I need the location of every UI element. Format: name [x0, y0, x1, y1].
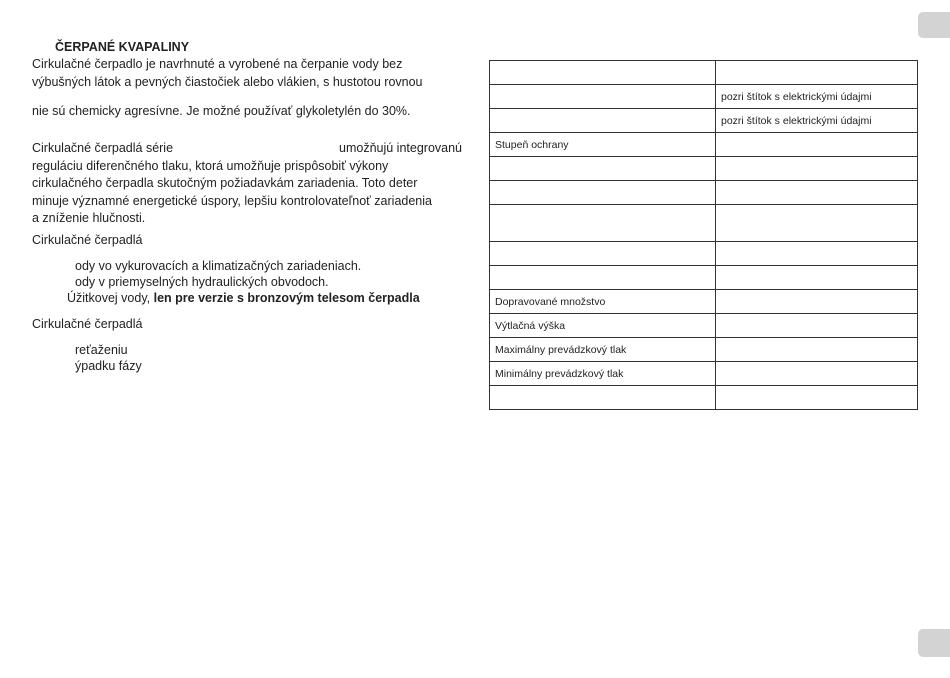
para2-line5: a zníženie hlučnosti.: [32, 211, 146, 225]
table-label: [490, 242, 716, 266]
table-value: [716, 133, 918, 157]
list1-item2: ody v priemyselných hydraulických obvodoch.: [75, 275, 329, 289]
para1-line2: výbušných látok a pevných čiastočiek alebo vlákien, s hustotou rovnou: [32, 74, 423, 89]
para2-line1: [32, 140, 462, 158]
table-row: [490, 266, 918, 290]
table-row: [490, 205, 918, 242]
table-row: [490, 85, 918, 109]
table-label: Výtlačná výška: [490, 314, 716, 338]
list2-item1: reťaženiu: [75, 343, 128, 357]
paragraph-4: Cirkulačné čerpadlá: [32, 317, 143, 331]
list1-item3-bold: len pre verzie s bronzovým telesom čerpadla: [153, 291, 420, 305]
table-row: [490, 109, 918, 133]
table-row: [490, 181, 918, 205]
page-tab-top: [918, 12, 950, 38]
table-value: [716, 338, 918, 362]
table-row: [490, 61, 918, 85]
table-value: [716, 290, 918, 314]
table-label: [490, 205, 716, 242]
spec-table: [489, 60, 918, 410]
paragraph-1: [32, 56, 462, 91]
table-row: [490, 133, 918, 157]
para1-line3: nie sú chemicky agresívne. Je možné používať glykoletylén do 30%.: [32, 104, 411, 118]
para2-part1: Cirkulačné čerpadlá série: [32, 141, 174, 155]
paragraph-2: [32, 140, 462, 228]
table-row: [490, 386, 918, 410]
list1-item3-text: Úžitkovej vody,: [67, 291, 154, 305]
table-row: [490, 242, 918, 266]
table-label: [490, 61, 716, 85]
para1-line1: Cirkulačné čerpadlo je navrhnuté a vyrobené na čerpanie vody bez: [32, 57, 403, 71]
table-row: [490, 157, 918, 181]
table-label: Stupeň ochrany: [490, 133, 716, 157]
table-value: [716, 157, 918, 181]
table-label: [490, 157, 716, 181]
table-value: [716, 314, 918, 338]
list2-item2: ýpadku fázy: [75, 359, 142, 373]
paragraph-3: Cirkulačné čerpadlá: [32, 233, 143, 247]
table-label: [490, 181, 716, 205]
table-value: [716, 205, 918, 242]
para2-line4: minuje významné energetické úspory, lepšiu kontrolovateľnoť zariadenia: [32, 193, 432, 208]
list1-item3: [67, 290, 420, 306]
list1-item1: ody vo vykurovacích a klimatizačných zariadeniach.: [75, 259, 362, 273]
section-heading: ČERPANÉ KVAPALINY: [55, 40, 190, 54]
table-value: pozri štítok s elektrickými údajmi: [716, 109, 918, 133]
table-value: [716, 181, 918, 205]
table-value: [716, 362, 918, 386]
table-label: Maximálny prevádzkový tlak: [490, 338, 716, 362]
table-value: pozri štítok s elektrickými údajmi: [716, 85, 918, 109]
para2-line3: cirkulačného čerpadla skutočným požiadavkám zariadenia. Toto deter: [32, 176, 418, 190]
table-row: [490, 338, 918, 362]
table-row: [490, 290, 918, 314]
table-row: [490, 362, 918, 386]
table-label: [490, 85, 716, 109]
table-label: Dopravované množstvo: [490, 290, 716, 314]
table-value: [716, 61, 918, 85]
para2-line2: reguláciu diferenčného tlaku, ktorá umožňuje prispôsobiť výkony: [32, 158, 389, 173]
table-value: [716, 242, 918, 266]
table-label: [490, 109, 716, 133]
para2-part2: umožňujú integrovanú: [339, 141, 462, 155]
table-label: Minimálny prevádzkový tlak: [490, 362, 716, 386]
table-label: [490, 266, 716, 290]
table-row: [490, 314, 918, 338]
table-value: [716, 266, 918, 290]
page-tab-bottom: [918, 629, 950, 657]
table-value: [716, 386, 918, 410]
table-label: [490, 386, 716, 410]
